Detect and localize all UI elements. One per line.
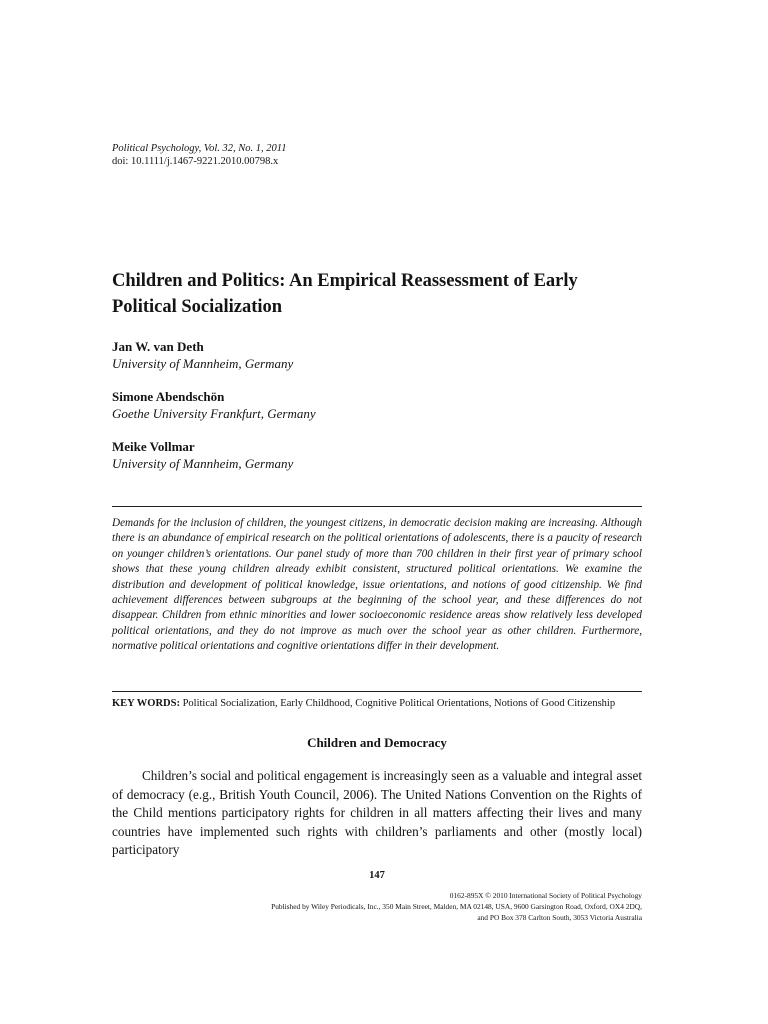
footer-copyright: 0162-895X © 2010 International Society of Political Psychology xyxy=(449,891,642,900)
footer-address: and PO Box 378 Carlton South, 3053 Victoria Australia xyxy=(477,913,642,922)
keywords-text: Political Socialization, Early Childhood, Cognitive Political Orientations, Notions of Good Citizenship xyxy=(182,698,616,709)
abstract: Demands for the inclusion of children, the youngest citizens, in democratic decision making are increasing. Although there is an abundance of empirical research on the political orientations of adolescents, there is a paucity of research on younger children’s orientations. Our panel study of more than 700 children in their first year of primary school shows that these young children already exhibit consistent, structured political orientations. We examine the distribution and development of political knowledge, issue orientations, and notions of good citizenship. We find achievement differences between subgroups at the beginning of the school year, and these differences do not disappear. Children from ethnic minorities and lower socioeconomic residence areas show relatively less developed political orientations, and they do not improve as much over the school year as other children. Furthermore, normative political orientations and cognitive orientations differ in their development. xyxy=(112,517,642,653)
author-name: Simone Abendschön xyxy=(112,389,225,404)
article-title: Children and Politics: An Empirical Reassessment of Early Political Socialization xyxy=(112,271,578,317)
author-block xyxy=(112,338,293,372)
author-name: Jan W. van Deth xyxy=(112,339,204,354)
doi: doi: 10.1111/j.1467-9221.2010.00798.x xyxy=(112,156,279,167)
keywords-label: KEY WORDS: xyxy=(112,698,180,709)
author-name: Meike Vollmar xyxy=(112,439,195,454)
section-heading: Children and Democracy xyxy=(307,735,447,750)
author-block xyxy=(112,388,316,422)
abstract-top-rule xyxy=(112,506,642,507)
keywords xyxy=(112,697,642,711)
author-affiliation: University of Mannheim, Germany xyxy=(112,456,294,471)
footer-publisher: Published by Wiley Periodicals, Inc., 350 Main Street, Malden, MA 02148, USA, 9600 Garsington Road, Oxford, OX4 2DQ, xyxy=(271,902,642,911)
journal-header xyxy=(112,142,287,168)
copyright-footer xyxy=(112,890,642,923)
author-affiliation: Goethe University Frankfurt, Germany xyxy=(112,406,316,421)
page-number: 147 xyxy=(369,870,385,881)
author-affiliation: University of Mannheim, Germany xyxy=(112,356,294,371)
body-paragraph: Children’s social and political engagement is increasingly seen as a valuable and integral asset of democracy (e.g., British Youth Council, 2006). The United Nations Convention on the Rights of the Child mentions participatory rights for children in all matters affecting their lives and many countries have implemented such rights with children’s parliaments and other (mostly local) participatory xyxy=(112,768,642,858)
abstract-bottom-rule xyxy=(112,691,642,692)
author-block xyxy=(112,438,293,472)
article-page xyxy=(112,0,642,1024)
journal-citation: Political Psychology, Vol. 32, No. 1, 2011 xyxy=(112,143,287,154)
